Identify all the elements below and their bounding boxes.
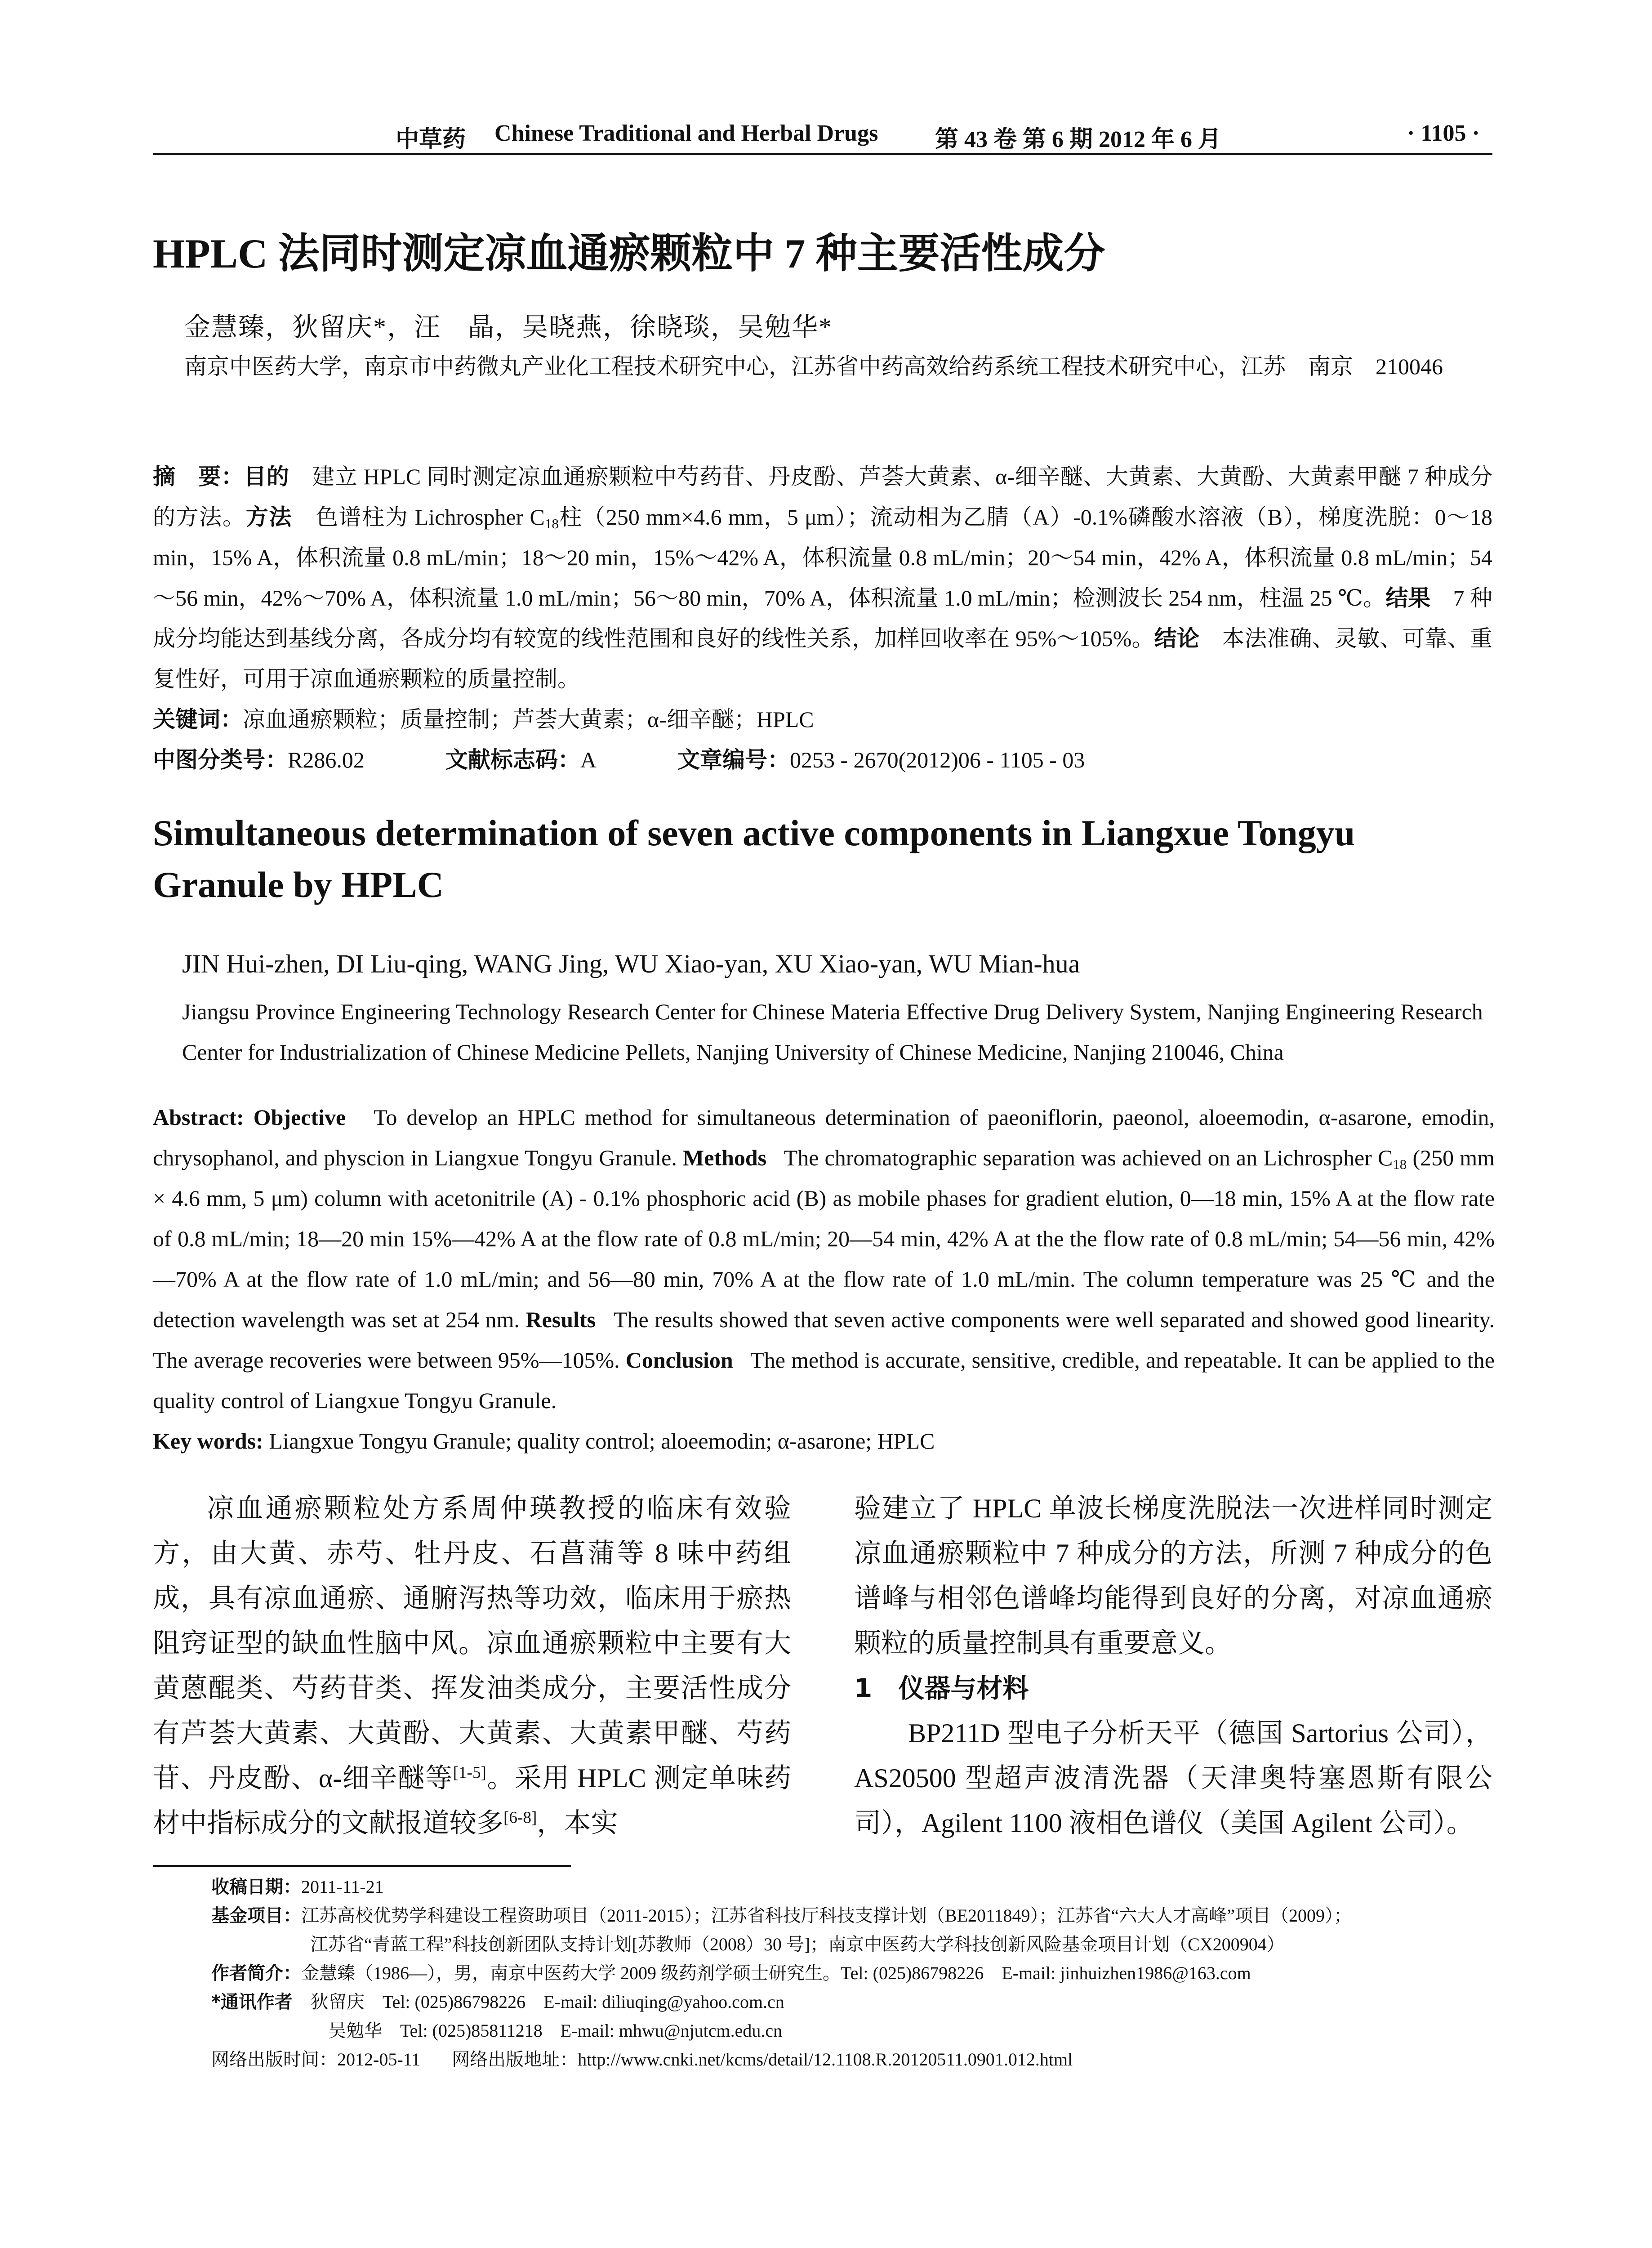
corresponding-1: 狄留庆 Tel: (025)86798226 E-mail: diliuqing@yahoo.com.cn [310,1992,784,2012]
keywords-cn [153,699,1492,740]
running-head [153,115,1492,155]
citation: [1-5] [453,1763,486,1782]
article-no-value: 0253 - 2670(2012)06 - 1105 - 03 [789,747,1085,772]
footnote-received [211,1873,1497,1901]
body-text: 。采用 HPLC 测定单味药材中指标成分的文献报道较多 [153,1763,792,1838]
objective-text: 建立 HPLC 同时测定凉血通瘀颗粒中芍药苷、丹皮酚、芦荟大黄素、α-细辛醚、大黄素、大黄酚、大黄素甲醚 7 种成分的方法。 [153,464,1493,530]
clc-value: R286.02 [288,747,365,772]
abstract-label: 摘 要： [153,464,244,490]
footnote-corresponding [211,1988,1497,2016]
methods-sub: 18 [544,515,559,531]
title-cn: HPLC 法同时测定凉血通瘀颗粒中 7 种主要活性成分 [153,231,1105,277]
body-text: ，本实 [537,1808,618,1838]
section-heading: 1 仪器与材料 [854,1673,1029,1704]
methods-en-text-b: (250 mm × 4.6 mm, 5 μm) column with acetonitrile (A) - 0.1% phosphoric acid (B) as mobile phases for gradient elution, 0—18 min, 15% A at the flow rate of 0.8 mL/min; 18—20 min 15%—42% A at the flow rate of 0.8 mL/min; 20—54 min, 42% A at the the flow rate of 0.8 mL/min; 54—56 min, 42%—70% A at the flow rate of 1.0 mL/min; and 56—80 min, 70% A at the flow rate of 1.0 mL/min. The column temperature was 25 ℃ and the detection wavelength was set at 254 nm. [153,1145,1495,1332]
results-label: 结果 [1385,585,1431,611]
objective-en-label: Objective [253,1105,346,1130]
conclusion-en-label: Conclusion [625,1347,733,1373]
authors-en: JIN Hui-zhen, DI Liu-qing, WANG Jing, WU Xiao-yan, XU Xiao-yan, WU Mian-hua [182,949,1080,978]
body-column-left [153,1486,791,1846]
conclusion-label: 结论 [1154,625,1200,651]
page-number: · 1105 · [1407,120,1480,146]
body-paragraph: BP211D 型电子分析天平（德国 Sartorius 公司），AS20500 型超声波清洗器（天津奥特塞恩斯有限公司），Agilent 1100 液相色谱仪（美国 Agilent 公司）。 [854,1718,1492,1838]
methods-en-text-a: The chromatographic separation was achieved on an Lichrospher C [784,1145,1393,1170]
footnote-rule [153,1865,571,1867]
results-text: 7 种成分均能达到基线分离，各成分均有较宽的线性范围和良好的线性关系，加样回收率在 95%～105%。 [153,585,1493,651]
abstract-en [153,1097,1495,1461]
keywords-en-label: Key words: [153,1428,263,1454]
received-date: 2011-11-21 [301,1877,384,1897]
corresponding-label: *通讯作者 [211,1992,293,2012]
footnote-fund [211,1901,1497,1930]
objective-en-text: To develop an HPLC method for simultaneous determination of paeoniflorin, paeonol, aloeemodin, α-asarone, emodin, chrysophanol, and physcion in Liangxue Tongyu Granule. [153,1105,1495,1170]
affiliation-cn: 南京中医药大学，南京市中药微丸产业化工程技术研究中心，江苏省中药高效给药系统工程技术研究中心，江苏 南京 210046 [184,354,1443,379]
body-column-right [854,1486,1492,1846]
clc-label: 中图分类号： [153,747,288,773]
journal-name-cn: 中草药 [396,127,466,152]
footnote-author [211,1959,1497,1988]
online-time-label: 网络出版时间： [211,2049,337,2070]
abstract-en-label: Abstract: [153,1105,244,1130]
abstract-en-body [153,1097,1495,1421]
title-en: Simultaneous determination of seven active components in Liangxue Tongyu Granule by HPLC [153,812,1355,905]
conclusion-text: 本法准确、灵敏、可靠、重复性好，可用于凉血通瘀颗粒的质量控制。 [153,626,1493,691]
affiliation-en: Jiangsu Province Engineering Technology Research Center for Chinese Materia Effective Drug Delivery System, Nanjing Engineering Research Center for Industrialization of Chinese Medicine Pellets, Nanjing University of Chinese Medicine, Nanjing 210046, China [182,999,1483,1065]
author-bio: 金慧臻（1986—），男，南京中医药大学 2009 级药剂学硕士研究生。Tel: (025)86798226 E-mail: jinhuizhen1986@163.com [301,1963,1251,1983]
body-paragraph [153,1486,791,1846]
abstract-cn-body [153,456,1492,699]
keywords-en-text: Liangxue Tongyu Granule; quality control; aloeemodin; α-asarone; HPLC [269,1428,935,1454]
article-no-label: 文章编号： [677,747,790,773]
citation: [6-8] [503,1808,537,1827]
authors-cn: 金慧臻，狄留庆*，汪 晶，吴晓燕，徐晓琰，吴勉华* [184,312,833,342]
online-url-label: 网络出版地址： [452,2049,578,2070]
footnotes [211,1873,1497,2074]
conclusion-en-text: The method is accurate, sensitive, credible, and repeatable. It can be applied to the quality control of Liangxue Tongyu Granule. [153,1347,1495,1413]
author-label: 作者简介： [211,1963,301,1984]
methods-label: 方法 [245,504,293,530]
methods-en-sub: 18 [1393,1156,1407,1172]
results-en-label: Results [525,1307,596,1332]
header-rule [153,153,1492,155]
keywords-text: 凉血通瘀颗粒；质量控制；芦荟大黄素；α-细辛醚；HPLC [243,707,814,732]
footnote-online [211,2045,1497,2074]
methods-text-a: 色谱柱为 Lichrospher C [315,504,545,530]
abstract-cn [153,456,1492,780]
methods-en-label: Methods [683,1145,767,1170]
doc-code-value: A [580,747,597,772]
body-paragraph: 验建立了 HPLC 单波长梯度洗脱法一次进样同时测定凉血通瘀颗粒中 7 种成分的方法，所测 7 种成分的色谱峰与相邻色谱峰均能得到良好的分离，对凉血通瘀颗粒的质量控制具有重要意义。 [854,1494,1492,1658]
footnote-fund-cont: 江苏省“青蓝工程”科技创新团队支持计划[苏教师（2008）30 号]；南京中医药大学科技创新风险基金项目计划（CX200904） [310,1934,1285,1954]
issue-info: 第 43 卷 第 6 期 2012 年 6 月 [935,127,1222,152]
received-label: 收稿日期： [211,1877,301,1897]
fund-text: 江苏高校优势学科建设工程资助项目（2011-2015）；江苏省科技厅科技支撑计划（BE2011849）；江苏省“六大人才高峰”项目（2009）； [301,1905,1352,1926]
online-time: 2012-05-11 [337,2049,421,2070]
online-url: http://www.cnki.net/kcms/detail/12.1108.R.20120511.0901.012.html [578,2049,1073,2070]
fund-label: 基金项目： [211,1905,301,1926]
body-text: 凉血通瘀颗粒处方系周仲瑛教授的临床有效验方，由大黄、赤芍、牡丹皮、石菖蒲等 8 味中药组成，具有凉血通瘀、通腑泻热等功效，临床用于瘀热阻窍证型的缺血性脑中风。凉血通瘀颗粒中主要有大黄蒽醌类、芍药苷类、挥发油类成分，主要活性成分有芦荟大黄素、大黄酚、大黄素、大黄素甲醚、芍药苷、丹皮酚、α-细辛醚等 [153,1494,791,1793]
objective-label: 目的 [244,464,289,490]
journal-name-en: Chinese Traditional and Herbal Drugs [494,120,878,146]
classification-row [153,740,1492,780]
methods-text-b: 柱（250 mm×4.6 mm，5 μm）；流动相为乙腈（A）-0.1%磷酸水溶液（B），梯度洗脱：0～18 min，15% A，体积流量 0.8 mL/min；18～20 min，15%～42% A，体积流量 0.8 mL/min；20～54 min，42% A，体积流量 0.8 mL/min；54～56 min，42%～70% A，体积流量 1.0 mL/min；56～80 min，70% A，体积流量 1.0 mL/min；检测波长 254 nm，柱温 25 ℃。 [153,504,1492,611]
doc-code-label: 文献标志码： [445,747,580,773]
keywords-label: 关键词： [153,706,243,732]
keywords-en [153,1421,1495,1461]
footnote-corresponding-2: 吴勉华 Tel: (025)85811218 E-mail: mhwu@njutcm.edu.cn [328,2021,783,2041]
results-en-text: The results showed that seven active components were well separated and showed good linearity. The average recoveries were between 95%—105%. [153,1307,1495,1373]
